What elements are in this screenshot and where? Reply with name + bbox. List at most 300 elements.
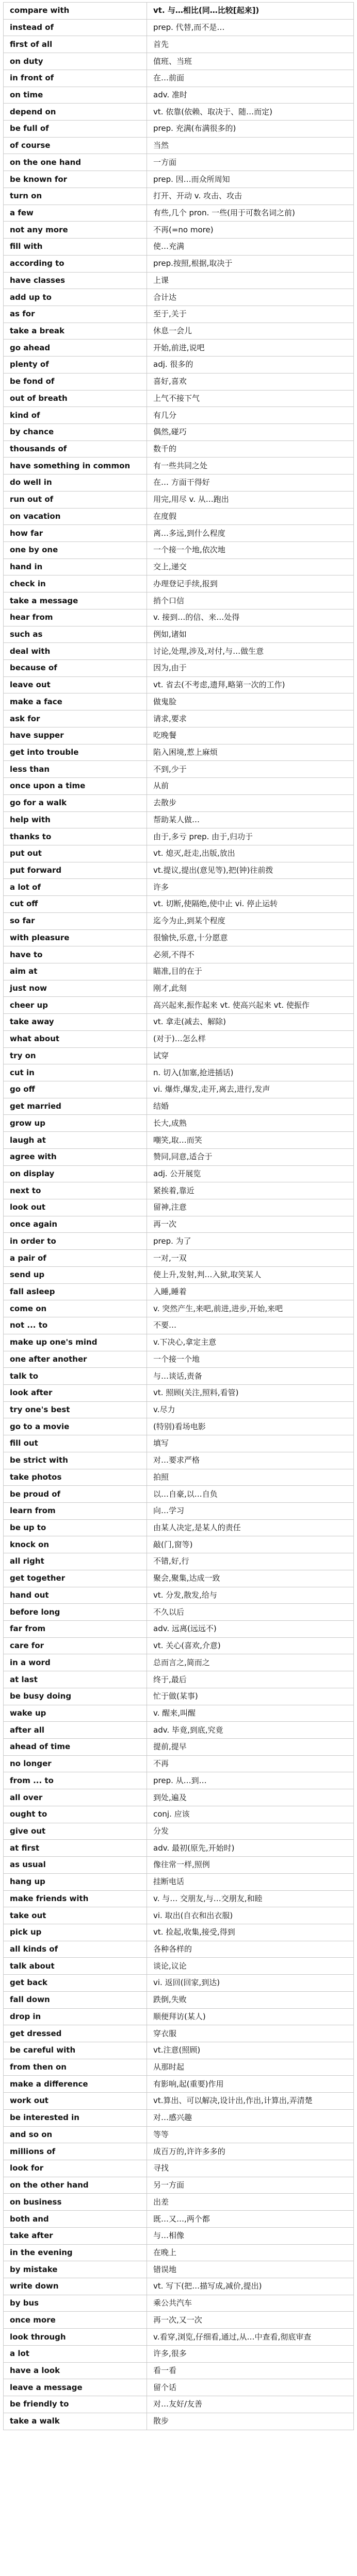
phrase-cell: be friendly to <box>4 2396 147 2413</box>
phrase-cell: on business <box>4 2194 147 2211</box>
meaning-cell: 喜好,喜欢 <box>147 373 354 390</box>
phrase-cell: all right <box>4 1553 147 1570</box>
phrase-cell: less than <box>4 761 147 778</box>
table-row <box>4 1671 354 1688</box>
table-row <box>4 710 354 727</box>
table-row <box>4 373 354 390</box>
meaning-cell: 一个接一个地 <box>147 1351 354 1368</box>
table-row <box>4 2008 354 2025</box>
meaning-cell: 散步 <box>147 2413 354 2430</box>
phrase-cell: hand in <box>4 558 147 575</box>
meaning-cell: prep. 充满(布满很多的) <box>147 121 354 138</box>
phrase-cell: what about <box>4 1030 147 1047</box>
meaning-cell: 另一方面 <box>147 2177 354 2194</box>
table-row <box>4 2413 354 2430</box>
meaning-cell: 分发 <box>147 1823 354 1840</box>
table-row <box>4 457 354 474</box>
table-row <box>4 2143 354 2160</box>
table-row <box>4 609 354 626</box>
meaning-cell: 既…又…,两个都 <box>147 2211 354 2228</box>
vocabulary-table <box>3 2 354 2430</box>
table-row <box>4 1435 354 1452</box>
phrase-cell: just now <box>4 980 147 997</box>
table-row <box>4 423 354 440</box>
table-row <box>4 575 354 592</box>
table-row <box>4 1486 354 1503</box>
phrase-cell: get married <box>4 1098 147 1115</box>
meaning-cell: 值班、当班 <box>147 53 354 70</box>
table-row <box>4 1401 354 1418</box>
table-row <box>4 19 354 36</box>
meaning-cell: 在… 方面干得好 <box>147 474 354 492</box>
table-row <box>4 828 354 845</box>
table-row <box>4 592 354 609</box>
table-row <box>4 1047 354 1064</box>
phrase-cell: all kinds of <box>4 1941 147 1958</box>
table-row <box>4 2345 354 2362</box>
table-row <box>4 1368 354 1385</box>
table-row <box>4 1755 354 1772</box>
phrase-cell: from then on <box>4 2059 147 2076</box>
meaning-cell: adj. 很多的 <box>147 357 354 374</box>
table-row <box>4 2177 354 2194</box>
phrase-cell: be fond of <box>4 373 147 390</box>
table-row <box>4 70 354 87</box>
meaning-cell: 各种各样的 <box>147 1941 354 1958</box>
meaning-cell: 拍照 <box>147 1469 354 1486</box>
meaning-cell: 数千的 <box>147 440 354 457</box>
meaning-cell: 由于,多亏 prep. 由于,归功于 <box>147 828 354 845</box>
meaning-cell: 偶然,碰巧 <box>147 423 354 440</box>
table-row <box>4 542 354 559</box>
meaning-cell: conj. 应该 <box>147 1806 354 1823</box>
phrase-cell: ahead of time <box>4 1739 147 1756</box>
phrase-cell: make a face <box>4 693 147 710</box>
phrase-cell: once again <box>4 1216 147 1233</box>
phrase-cell: a pair of <box>4 1250 147 1267</box>
table-row <box>4 1823 354 1840</box>
phrase-cell: talk to <box>4 1368 147 1385</box>
meaning-cell: vt. 拿走(减去、解除) <box>147 1014 354 1031</box>
table-row <box>4 1991 354 2008</box>
table-row <box>4 239 354 256</box>
phrase-cell: a lot <box>4 2345 147 2362</box>
table-row <box>4 137 354 154</box>
meaning-cell: 紧挨着,靠近 <box>147 1182 354 1199</box>
meaning-cell: 上课 <box>147 272 354 289</box>
phrase-cell: once more <box>4 2312 147 2329</box>
meaning-cell: 打开、开动 v. 攻击、攻击 <box>147 188 354 205</box>
phrase-cell: cut off <box>4 896 147 913</box>
table-row <box>4 2093 354 2110</box>
phrase-cell: go ahead <box>4 340 147 357</box>
phrase-cell: first of all <box>4 36 147 53</box>
phrase-cell: give out <box>4 1823 147 1840</box>
phrase-cell: make a difference <box>4 2076 147 2093</box>
meaning-cell: 办理登记手续,报到 <box>147 575 354 592</box>
meaning-cell: 使…充满 <box>147 239 354 256</box>
table-row <box>4 2076 354 2093</box>
phrase-cell: drop in <box>4 2008 147 2025</box>
meaning-cell: vt. 省去(不考虑,遗拜,略第一次的工作) <box>147 676 354 693</box>
meaning-cell: 请求,要求 <box>147 710 354 727</box>
meaning-cell: 忙于做(某事) <box>147 1688 354 1705</box>
meaning-cell: v. 醒来,叫醒 <box>147 1705 354 1722</box>
phrase-cell: no longer <box>4 1755 147 1772</box>
phrase-cell: on the other hand <box>4 2177 147 2194</box>
phrase-cell: be strict with <box>4 1452 147 1469</box>
table-header-row <box>4 3 354 20</box>
phrase-cell: be interested in <box>4 2109 147 2126</box>
table-row <box>4 1722 354 1739</box>
table-row <box>4 1014 354 1031</box>
phrase-cell: fall asleep <box>4 1283 147 1300</box>
phrase-cell: a few <box>4 205 147 222</box>
meaning-cell: 对…感兴趣 <box>147 2109 354 2126</box>
phrase-cell: kind of <box>4 407 147 424</box>
meaning-cell: v. 突然产生,来吧,前进,进步,开始,来吧 <box>147 1300 354 1317</box>
phrase-cell: depend on <box>4 104 147 121</box>
table-row <box>4 491 354 508</box>
table-row <box>4 727 354 744</box>
meaning-cell: 由某人决定,是某人的责任 <box>147 1519 354 1536</box>
phrase-cell: be up to <box>4 1519 147 1536</box>
phrase-cell: have to <box>4 946 147 963</box>
meaning-cell: 终于,最后 <box>147 1671 354 1688</box>
meaning-cell: 瞄准,目的在于 <box>147 963 354 980</box>
table-row <box>4 1334 354 1351</box>
table-row <box>4 255 354 272</box>
table-row <box>4 626 354 643</box>
table-row <box>4 1098 354 1115</box>
meaning-cell: 填写 <box>147 1435 354 1452</box>
phrase-cell: care for <box>4 1637 147 1654</box>
table-row <box>4 36 354 53</box>
table-row <box>4 2379 354 2396</box>
phrase-cell: knock on <box>4 1536 147 1553</box>
table-row <box>4 1469 354 1486</box>
table-row <box>4 2025 354 2042</box>
meaning-cell: 不再(=no more) <box>147 222 354 239</box>
phrase-cell: as for <box>4 306 147 323</box>
table-row <box>4 1233 354 1250</box>
meaning-cell: adv. 最初(原先,开始时) <box>147 1840 354 1857</box>
phrase-cell: go off <box>4 1081 147 1098</box>
meaning-cell: v. 与… 交朋友,与…交朋友,和睦 <box>147 1890 354 1907</box>
table-row <box>4 693 354 710</box>
phrase-cell: such as <box>4 626 147 643</box>
phrase-cell: on vacation <box>4 508 147 525</box>
phrase-cell: agree with <box>4 1148 147 1165</box>
table-row <box>4 1418 354 1435</box>
meaning-cell: 许多 <box>147 879 354 896</box>
meaning-cell: 首先 <box>147 36 354 53</box>
phrase-cell: with pleasure <box>4 929 147 946</box>
meaning-cell: 例如,诸如 <box>147 626 354 643</box>
phrase-cell: hand out <box>4 1587 147 1604</box>
phrase-cell: one after another <box>4 1351 147 1368</box>
table-row <box>4 1452 354 1469</box>
table-row <box>4 1654 354 1671</box>
phrase-cell: do well in <box>4 474 147 492</box>
phrase-cell: grow up <box>4 1115 147 1132</box>
phrase-cell: in a word <box>4 1654 147 1671</box>
phrase-cell: and so on <box>4 2126 147 2143</box>
phrase-cell: be proud of <box>4 1486 147 1503</box>
phrase-cell: out of breath <box>4 390 147 407</box>
meaning-cell: vi. 返回(回家,到达) <box>147 1975 354 1992</box>
table-row <box>4 407 354 424</box>
meaning-cell: vt. 熄灭,赶走,出版,放出 <box>147 845 354 862</box>
phrase-cell: plenty of <box>4 357 147 374</box>
phrase-cell: aim at <box>4 963 147 980</box>
table-row <box>4 1553 354 1570</box>
meaning-cell: 至于,关于 <box>147 306 354 323</box>
phrase-cell: because of <box>4 660 147 677</box>
meaning-cell: 休息一会儿 <box>147 323 354 340</box>
meaning-cell: 用完,用尽 v. 从…跑出 <box>147 491 354 508</box>
phrase-cell: thousands of <box>4 440 147 457</box>
table-row <box>4 1351 354 1368</box>
table-row <box>4 1115 354 1132</box>
table-row <box>4 2059 354 2076</box>
meaning-cell: 乘公共汽车 <box>147 2295 354 2312</box>
phrase-cell: get into trouble <box>4 744 147 761</box>
table-row <box>4 306 354 323</box>
phrase-cell: be busy doing <box>4 1688 147 1705</box>
table-row <box>4 1789 354 1806</box>
phrase-cell: go to a movie <box>4 1418 147 1435</box>
table-row <box>4 1182 354 1199</box>
table-row <box>4 1857 354 1874</box>
meaning-cell: v.看穿,浏览,仔细看,通过,从…中查看,彻底审查 <box>147 2329 354 2346</box>
phrase-cell: thanks to <box>4 828 147 845</box>
phrase-cell: help with <box>4 811 147 828</box>
meaning-cell: vt. 写下(把…描写成,减价,提出) <box>147 2278 354 2295</box>
table-row <box>4 1165 354 1182</box>
phrase-cell: put out <box>4 845 147 862</box>
table-row <box>4 2227 354 2244</box>
phrase-cell: laugh at <box>4 1132 147 1149</box>
phrase-cell: cheer up <box>4 997 147 1014</box>
phrase-cell: deal with <box>4 643 147 660</box>
meaning-cell: 不久以后 <box>147 1604 354 1621</box>
phrase-cell: fill out <box>4 1435 147 1452</box>
meaning-cell: 迄今为止,到某个程度 <box>147 912 354 929</box>
table-row <box>4 2244 354 2261</box>
meaning-cell: 像往常一样,照例 <box>147 1857 354 1874</box>
phrase-cell: make up one's mind <box>4 1334 147 1351</box>
phrase-cell: hang up <box>4 1873 147 1890</box>
meaning-cell: (特别)看场电影 <box>147 1418 354 1435</box>
meaning-cell: 顺便拜访(某人) <box>147 2008 354 2025</box>
table-row <box>4 323 354 340</box>
meaning-cell: 帮助某人做… <box>147 811 354 828</box>
table-row <box>4 1132 354 1149</box>
phrase-cell: how far <box>4 525 147 542</box>
meaning-cell: prep. 为了 <box>147 1233 354 1250</box>
phrase-cell: so far <box>4 912 147 929</box>
meaning-cell: 看一看 <box>147 2362 354 2379</box>
meaning-cell: 因为,由于 <box>147 660 354 677</box>
meaning-cell: 使上升,发射,判…入狱,取笑某人 <box>147 1266 354 1283</box>
table-row <box>4 1064 354 1081</box>
phrase-cell: run out of <box>4 491 147 508</box>
meaning-cell: 去散步 <box>147 794 354 811</box>
table-row <box>4 1637 354 1654</box>
meaning-cell: 陷入困境,惹上麻烦 <box>147 744 354 761</box>
phrase-cell: at first <box>4 1840 147 1857</box>
meaning-cell: 对…要求严格 <box>147 1452 354 1469</box>
meaning-cell: (对于)…怎么样 <box>147 1030 354 1047</box>
meaning-cell: v. 接到…的信、来…处得 <box>147 609 354 626</box>
phrase-cell: go for a walk <box>4 794 147 811</box>
meaning-cell: 有些,几个 pron. 一些(用于可数名词之前) <box>147 205 354 222</box>
phrase-cell: cut in <box>4 1064 147 1081</box>
table-row <box>4 997 354 1014</box>
meaning-cell: 做鬼脸 <box>147 693 354 710</box>
phrase-cell: compare with <box>4 3 147 20</box>
table-row <box>4 1502 354 1519</box>
table-row <box>4 1705 354 1722</box>
table-row <box>4 272 354 289</box>
meaning-cell: prep. 因…而众所周知 <box>147 171 354 188</box>
meaning-cell: 赞同,同意,适合于 <box>147 1148 354 1165</box>
table-row <box>4 1030 354 1047</box>
table-row <box>4 1924 354 1941</box>
meaning-cell: vt. 照顾(关注,照料,看管) <box>147 1384 354 1401</box>
table-row <box>4 1148 354 1165</box>
meaning-cell: 开始,前进,说吧 <box>147 340 354 357</box>
table-row <box>4 1975 354 1992</box>
table-row <box>4 154 354 171</box>
meaning-cell: 等等 <box>147 2126 354 2143</box>
table-row <box>4 1519 354 1536</box>
phrase-cell: talk about <box>4 1958 147 1975</box>
table-row <box>4 1199 354 1216</box>
table-row <box>4 1890 354 1907</box>
phrase-cell: by chance <box>4 423 147 440</box>
phrase-cell: in order to <box>4 1233 147 1250</box>
table-row <box>4 660 354 677</box>
table-row <box>4 2126 354 2143</box>
meaning-cell: 不错,好,行 <box>147 1553 354 1570</box>
table-row <box>4 794 354 811</box>
table-row <box>4 1941 354 1958</box>
phrase-cell: fall down <box>4 1991 147 2008</box>
table-row <box>4 1621 354 1638</box>
table-row <box>4 390 354 407</box>
phrase-cell: take a break <box>4 323 147 340</box>
phrase-cell: before long <box>4 1604 147 1621</box>
table-row <box>4 53 354 70</box>
meaning-cell: 一对,一双 <box>147 1250 354 1267</box>
phrase-cell: after all <box>4 1722 147 1739</box>
meaning-cell: 高兴起来,振作起来 vt. 使高兴起来 vt. 使振作 <box>147 997 354 1014</box>
table-row <box>4 2042 354 2059</box>
meaning-cell: 再一次 <box>147 1216 354 1233</box>
phrase-cell: add up to <box>4 289 147 306</box>
phrase-cell: be known for <box>4 171 147 188</box>
table-row <box>4 474 354 492</box>
table-row <box>4 525 354 542</box>
phrase-cell: on duty <box>4 53 147 70</box>
phrase-cell: on display <box>4 1165 147 1182</box>
table-row <box>4 1266 354 1283</box>
phrase-cell: take after <box>4 2227 147 2244</box>
phrase-cell: have classes <box>4 272 147 289</box>
table-row <box>4 440 354 457</box>
phrase-cell: next to <box>4 1182 147 1199</box>
phrase-cell: have a look <box>4 2362 147 2379</box>
phrase-cell: at last <box>4 1671 147 1688</box>
phrase-cell: both and <box>4 2211 147 2228</box>
meaning-cell: vt. 依靠(依赖、取决于、随…而定) <box>147 104 354 121</box>
phrase-cell: in the evening <box>4 2244 147 2261</box>
meaning-cell: 对…友好/友善 <box>147 2396 354 2413</box>
meaning-cell: vt.算出、可以解决,设计出,作出,计算出,弄清楚 <box>147 2093 354 2110</box>
phrase-cell: one by one <box>4 542 147 559</box>
table-row <box>4 963 354 980</box>
meaning-cell: adj. 公开展览 <box>147 1165 354 1182</box>
meaning-cell: 以…自豪,以…自负 <box>147 1486 354 1503</box>
table-row <box>4 811 354 828</box>
meaning-cell: 不要… <box>147 1317 354 1334</box>
table-row <box>4 1907 354 1924</box>
table-row <box>4 2329 354 2346</box>
table-row <box>4 1688 354 1705</box>
meaning-cell: 不再 <box>147 1755 354 1772</box>
meaning-cell: 当然 <box>147 137 354 154</box>
phrase-cell: millions of <box>4 2143 147 2160</box>
phrase-cell: from ... to <box>4 1772 147 1789</box>
phrase-cell: of course <box>4 137 147 154</box>
table-row <box>4 879 354 896</box>
meaning-cell: 有影响,起(重要)作用 <box>147 2076 354 2093</box>
meaning-cell: vt. 分发,散发,给与 <box>147 1587 354 1604</box>
phrase-cell: take away <box>4 1014 147 1031</box>
table-row <box>4 643 354 660</box>
table-row <box>4 1772 354 1789</box>
table-row <box>4 87 354 104</box>
phrase-cell: look for <box>4 2160 147 2177</box>
phrase-cell: look out <box>4 1199 147 1216</box>
table-row <box>4 1250 354 1267</box>
meaning-cell: 跌倒,失败 <box>147 1991 354 2008</box>
phrase-cell: look after <box>4 1384 147 1401</box>
table-row <box>4 862 354 879</box>
meaning-cell: 寻找 <box>147 2160 354 2177</box>
meaning-cell: 在度假 <box>147 508 354 525</box>
meaning-cell: 在…前面 <box>147 70 354 87</box>
phrase-cell: not any more <box>4 222 147 239</box>
meaning-cell: 有几分 <box>147 407 354 424</box>
table-row <box>4 340 354 357</box>
meaning-cell: 错误地 <box>147 2261 354 2278</box>
phrase-cell: have something in common <box>4 457 147 474</box>
meaning-cell: 合计达 <box>147 289 354 306</box>
phrase-cell: be full of <box>4 121 147 138</box>
table-row <box>4 2211 354 2228</box>
meaning-cell: 一个接一个地,依次地 <box>147 542 354 559</box>
meaning-cell: 上气不接下气 <box>147 390 354 407</box>
meaning-cell: 交上,递交 <box>147 558 354 575</box>
meaning-cell: v.下决心,拿定主意 <box>147 1334 354 1351</box>
phrase-cell: take a message <box>4 592 147 609</box>
table-row <box>4 1873 354 1890</box>
table-row <box>4 2261 354 2278</box>
table-row <box>4 912 354 929</box>
